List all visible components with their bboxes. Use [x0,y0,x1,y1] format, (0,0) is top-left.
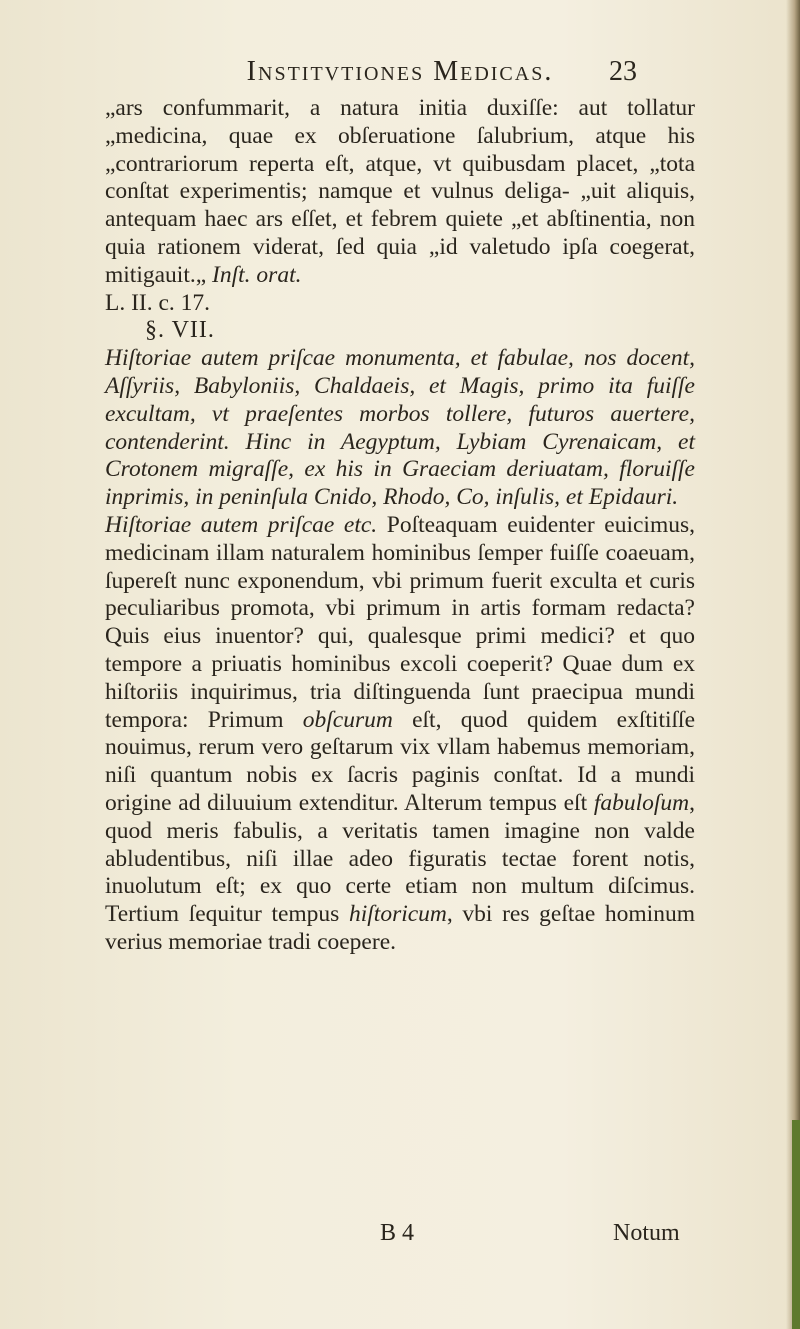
page-header [0,56,800,92]
binding-edge [792,1120,800,1329]
quotation-paragraph [105,95,695,290]
commentary-text-c: , quod meris fabulis, a veritatis tamen imagine non valde abludentibus, niſi illae adeo figuratis tectae forent notis, inuolutum eſt; ex quo certe etiam non multum diſcimus. Tertium ſequitur tempus [105,789,695,928]
commentary-text-a: Poſteaquam euidenter euicimus, medicinam illam naturalem hominibus ſemper fuiſſe coaeuam, ſupereſt nunc exponendum, vbi primum fuerit exculta et curis peculiaribus promota, vbi primum in artis formam redacta? Quis eius inuentor? qui, qualesque primi medici? et quo tempore a priuatis hominibus excoli coeperit? Quae dum ex hiſtoriis inquirimus, tria diſtinguenda ſunt praecipua mundi tempora: Primum [105,511,695,733]
page-edge [786,0,800,1329]
commentary-lead: Hiſtoriae autem priſcae etc. [105,511,378,538]
term-obscurum: obſcurum [302,706,393,733]
page-footer [0,1220,800,1254]
body-text [105,95,695,957]
quotation-text: „ars confummarit, a natura initia duxiſſe: aut tollatur „medicina, quae ex obſeruatione ſalubrium, atque his „contrariorum reperta eſt, atque, vt quibusdam placet, „tota conſtat experimentis; namque et vulnus deliga- „uit aliquis, antequam haec ars eſſet, et febrem quiete „et abſtinentia, non quia rationem viderat, ſed quia „id valetudo ipſa coegerat, mitigauit.„ [105,95,695,288]
running-head: Institvtiones Medicas. [246,56,554,87]
commentary-text-d: , vbi res geſtae hominum verius memoriae tradi coepere. [105,901,695,955]
signature-mark: B 4 [380,1220,415,1246]
catchword: Notum [613,1220,680,1246]
term-fabulosum: fabuloſum [593,789,690,816]
quotation-source: Inſt. orat. [212,261,302,288]
commentary-paragraph [105,512,695,957]
thesis-paragraph: Hiſtoriae autem priſcae monumenta, et fabulae, nos docent, Aſſyriis, Babyloniis, Chaldaeis, et Magis, primo ita fuiſſe excultam, vt praeſentes morbos tollere, futuros auertere, contenderint. Hinc in Aegyptum, Lybiam Cyrenaicam, et Crotonem migraſſe, ex his in Graeciam deriuatam, floruiſſe inprimis, in peninſula Cnido, Rhodo, Co, inſulis, et Epidauri. [105,345,695,511]
page-number: 23 [609,56,637,87]
commentary-text-b: eſt, quod quidem exſtitiſſe nouimus, rerum vero geſtarum vix vllam habemus memoriam, niſi quantum nobis ex ſacris paginis conſtat. Id a mundi origine ad diluuium extenditur. Alterum tempus eſt [105,706,695,816]
section-heading: §. VII. [145,317,215,344]
source-reference: L. II. c. 17. [105,289,211,316]
term-historicum: hiſtoricum [348,901,447,928]
